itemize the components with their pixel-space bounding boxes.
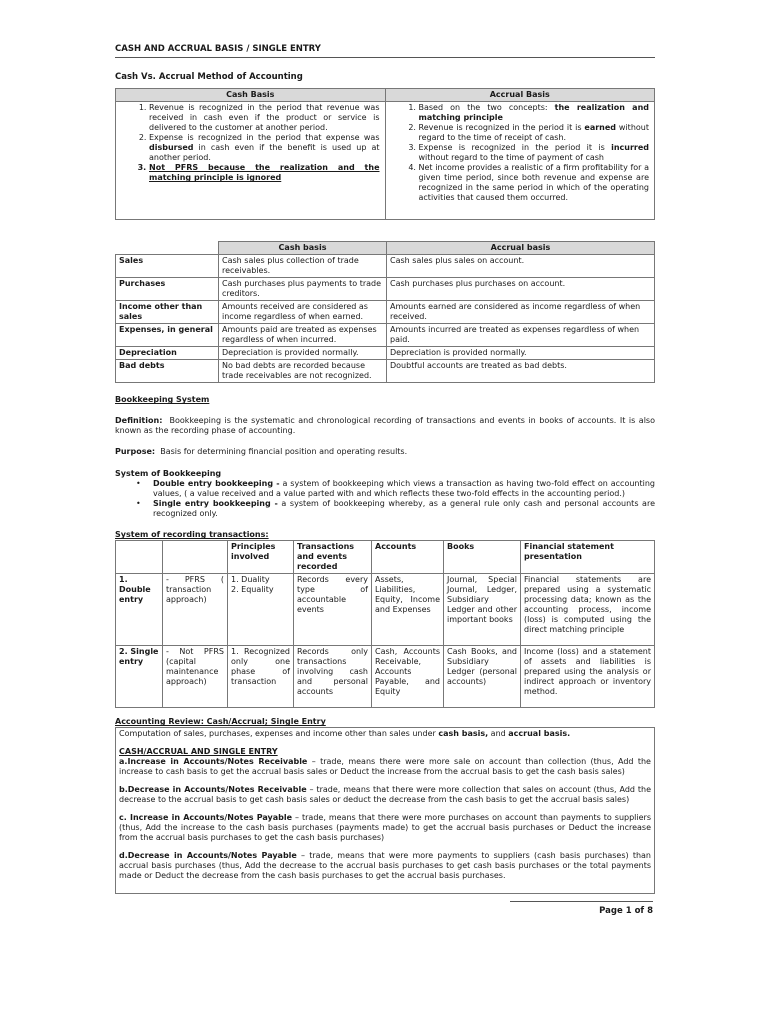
review-item: c. Increase in Accounts/Notes Payable – trade, means that there were more purchases on account than payments to suppliers (thus, Add the increase to the cash basis purchases (payments made) to get the accrual basis purchases or Deduct the increase from the accrual basis purchases to get the cash basis purchases) <box>119 813 652 843</box>
bookkeeping-title: Bookkeeping System <box>115 395 210 405</box>
cash-basis-value: Cash sales plus collection of trade receivables. <box>219 255 387 278</box>
basis-col-header <box>163 541 228 574</box>
principles-col-header: Principles involved <box>228 541 294 574</box>
list-item: 2. Revenue is recognized in the period it is earned without regard to the time of receipt of cash. <box>419 123 652 143</box>
accrual-basis-value: Doubtful accounts are treated as bad debts. <box>387 360 655 383</box>
recording-systems-table <box>115 540 655 708</box>
list-item: 1. Based on the two concepts: the realization and matching principle <box>419 103 652 123</box>
bookkeeping-bullets <box>115 479 655 519</box>
transactions-value: Records every type of accountable events <box>294 574 372 646</box>
review-box <box>115 727 655 894</box>
definition-paragraph: Definition: Bookkeeping is the systematic and chronological recording of transactions and events in books of accounts. It is also known as the recording phase of accounting. <box>115 416 655 436</box>
accrual-basis-col-header: Accrual basis <box>387 242 655 255</box>
recording-title: System of recording transactions: <box>115 530 269 540</box>
row-label: Bad debts <box>116 360 219 383</box>
list-item: 1. Revenue is recognized in the period that revenue was received in cash even if the product or service is delivered to the customer at another period. <box>149 103 382 133</box>
list-item: • Double entry bookkeeping - a system of bookkeeping which views a transaction as having two-fold effect on accounting values, ( a value received and a value parted with and which reflects these two-fold effects in the accounting period.) <box>153 479 655 499</box>
cash-basis-cell <box>116 102 386 220</box>
accrual-basis-value: Amounts earned are considered as income regardless of when received. <box>387 301 655 324</box>
fs-presentation-value: Income (loss) and a statement of assets and liabilities is prepared using the analysis or indirect approach or inventory method. <box>521 646 655 708</box>
table-row <box>116 324 655 347</box>
list-item: 4. Net income provides a realistic of a firm profitability for a given time period, since both revenue and expense are recognized in the same period in which of the operating activities that caused them occurred. <box>419 163 652 203</box>
accrual-basis-list <box>389 103 652 203</box>
accounts-col-header: Accounts <box>372 541 444 574</box>
review-item: b.Decrease in Accounts/Notes Receivable – trade, means that there were more collection that sales on account (thus, Add the decrease to the accrual basis to get cash basis sales or deduct the decrease from the cash basis to get the accrual basis sales) <box>119 785 651 805</box>
cash-basis-value: Amounts paid are treated as expenses regardless of when incurred. <box>219 324 387 347</box>
accrual-basis-value: Amounts incurred are treated as expenses regardless of when paid. <box>387 324 655 347</box>
review-title: Accounting Review: Cash/Accrual; Single Entry <box>115 717 326 727</box>
accrual-basis-value: Depreciation is provided normally. <box>387 347 655 360</box>
fs-presentation-col-header: Financial statement presentation <box>521 541 655 574</box>
cash-basis-value: Depreciation is provided normally. <box>219 347 387 360</box>
books-value: Journal, Special Journal, Ledger, Subsidiary Ledger and other important books <box>444 574 521 646</box>
document-title: CASH AND ACCRUAL BASIS / SINGLE ENTRY <box>115 44 655 58</box>
accrual-basis-header: Accrual Basis <box>385 89 655 102</box>
empty-header <box>116 242 219 255</box>
basis-value: - Not PFRS (capital maintenance approach) <box>163 646 228 708</box>
transactions-col-header: Transactions and events recorded <box>294 541 372 574</box>
table-row <box>116 347 655 360</box>
table-row <box>116 574 655 646</box>
table-row <box>116 646 655 708</box>
principles-value: 1. Recognized only one phase of transaction <box>228 646 294 708</box>
system-of-bookkeeping-title: System of Bookkeeping <box>115 469 222 479</box>
accounts-value: Cash, Accounts Receivable, Accounts Payable, and Equity <box>372 646 444 708</box>
system-label: 2. Single entry <box>116 646 163 708</box>
row-label: Income other than sales <box>116 301 219 324</box>
principles-value: 1. Duality 2. Equality <box>228 574 294 646</box>
document-page <box>115 44 655 894</box>
basis-value: - PFRS ( transaction approach) <box>163 574 228 646</box>
accrual-basis-value: Cash purchases plus purchases on account. <box>387 278 655 301</box>
page-number: Page 1 of 8 <box>510 901 653 917</box>
row-label: Expenses, in general <box>116 324 219 347</box>
cash-basis-value: Amounts received are considered as income regardless of when earned. <box>219 301 387 324</box>
review-item: d.Decrease in Accounts/Notes Payable – trade, means that were more payments to suppliers (cash basis purchases) than accrual basis purchases (thus, Add the decrease to the accrual basis purchases to get cash basis purchases or the total payments made or Deduct the decrease from the cash basis purchases to get the accrual basis purchases. <box>119 851 652 881</box>
row-label: Sales <box>116 255 219 278</box>
accounts-value: Assets, Liabilities, Equity, Income and Expenses <box>372 574 444 646</box>
accrual-basis-cell <box>385 102 655 220</box>
books-col-header: Books <box>444 541 521 574</box>
basis-detail-table <box>115 241 655 383</box>
cash-basis-col-header: Cash basis <box>219 242 387 255</box>
review-item: a.Increase in Accounts/Notes Receivable – trade, means there were more sale on account than collection (thus, Add the increase to cash basis to get the accrual basis sales or Deduct the increase from the accrual basis to get the cash basis sales) <box>119 757 651 777</box>
table-row <box>116 301 655 324</box>
system-label: 1. Double entry <box>116 574 163 646</box>
cash-vs-accrual-table <box>115 88 655 220</box>
list-item: 3. Not PFRS because the realization and the matching principle is ignored <box>149 163 382 183</box>
system-col-header <box>116 541 163 574</box>
cash-basis-value: No bad debts are recorded because trade receivables are not recognized. <box>219 360 387 383</box>
accrual-basis-value: Cash sales plus sales on account. <box>387 255 655 278</box>
cash-basis-list <box>119 103 382 183</box>
transactions-value: Records only transactions involving cash and personal accounts <box>294 646 372 708</box>
list-item: 3. Expense is recognized in the period it is incurred without regard to the time of payment of cash <box>419 143 652 163</box>
purpose-paragraph: Purpose: Basis for determining financial position and operating results. <box>115 447 408 457</box>
review-intro: Computation of sales, purchases, expenses and income other than sales under cash basis, and accrual basis. <box>119 729 571 739</box>
fs-presentation-value: Financial statements are prepared using a systematic processing data; known as the accounting process, income (loss) is computed using the direct matching principle <box>521 574 655 646</box>
row-label: Depreciation <box>116 347 219 360</box>
table-row <box>116 278 655 301</box>
list-item: 2. Expense is recognized in the period that expense was disbursed in cash even if the benefit is used up at another period. <box>149 133 382 163</box>
cash-basis-value: Cash purchases plus payments to trade creditors. <box>219 278 387 301</box>
review-subtitle: CASH/ACCRUAL AND SINGLE ENTRY <box>119 747 278 757</box>
cash-basis-header: Cash Basis <box>116 89 386 102</box>
table-row <box>116 360 655 383</box>
list-item: • Single entry bookkeeping - a system of bookkeeping whereby, as a general rule only cash and personal accounts are recognized only. <box>153 499 655 519</box>
comparison-title: Cash Vs. Accrual Method of Accounting <box>115 71 303 82</box>
books-value: Cash Books, and Subsidiary Ledger (personal accounts) <box>444 646 521 708</box>
row-label: Purchases <box>116 278 219 301</box>
table-row <box>116 255 655 278</box>
